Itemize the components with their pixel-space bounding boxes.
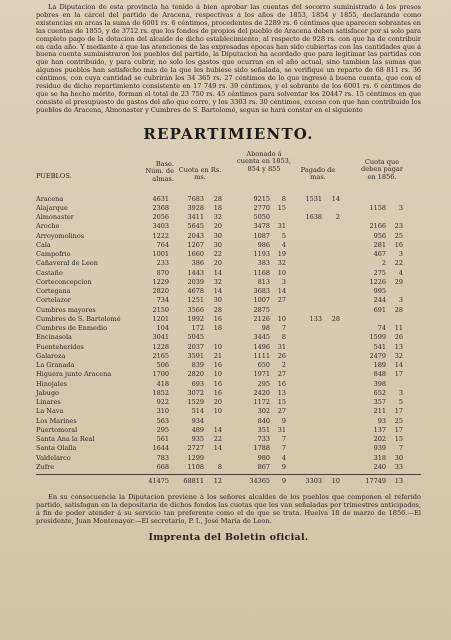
- row-abonado-cents: 15: [277, 203, 286, 212]
- row-almas: 1852: [152, 388, 169, 397]
- table-row: [36, 454, 421, 463]
- row-almas: 2056: [152, 213, 169, 222]
- table-row: [36, 435, 421, 444]
- row-cuota-reales: 2039: [187, 277, 204, 286]
- table-row: [36, 463, 421, 472]
- row-cuota-cents: 22: [213, 250, 222, 259]
- row-cuota-reales: 5045: [187, 333, 204, 342]
- row-deben-cents: 33: [394, 462, 403, 471]
- row-abonado-reales: 1172: [253, 398, 270, 407]
- row-almas: 1201: [152, 314, 169, 323]
- row-abonado-cents: 31: [277, 425, 286, 434]
- row-abonado-cents: 13: [277, 388, 286, 397]
- row-abonado-reales: 3683: [253, 287, 270, 296]
- row-almas: 4631: [152, 194, 169, 203]
- row-name: Castaño: [36, 268, 63, 277]
- row-cuota-reales: 1251: [187, 296, 204, 305]
- row-abonado-reales: 733: [257, 435, 270, 444]
- row-cuota-reales: 3072: [187, 388, 204, 397]
- header-base-label: Base.: [155, 159, 174, 168]
- row-cuota-reales: 386: [191, 259, 204, 268]
- table-row: [36, 398, 421, 407]
- row-name: Alajarque: [36, 203, 68, 212]
- row-deben-cents: 28: [394, 305, 403, 314]
- row-cuota-reales: 2043: [187, 231, 204, 240]
- row-deben-cents: 7: [398, 444, 403, 453]
- row-cuota-cents: 28: [213, 305, 222, 314]
- row-cuota-cents: 30: [213, 296, 222, 305]
- row-abonado-reales: 98: [261, 324, 270, 333]
- row-cuota-reales: 3566: [187, 305, 204, 314]
- row-cuota-cents: 32: [213, 277, 222, 286]
- row-almas: 1222: [152, 231, 169, 240]
- table-row: [36, 232, 421, 241]
- row-deben-reales: 939: [373, 444, 386, 453]
- table-row: [36, 213, 421, 222]
- table-row: [36, 343, 421, 352]
- row-cuota-reales: 2820: [187, 370, 204, 379]
- row-cuota-reales: 1443: [187, 268, 204, 277]
- row-name: Linares: [36, 398, 61, 407]
- row-cuota-cents: 30: [213, 231, 222, 240]
- row-cuota-reales: 1267: [187, 240, 204, 249]
- row-deben-reales: 1226: [369, 277, 386, 286]
- row-cuota-cents: 10: [213, 342, 222, 351]
- row-name: Almonaster: [36, 213, 74, 222]
- table-row: [36, 361, 421, 370]
- row-pagado-reales: 133: [309, 314, 322, 323]
- row-name: Cañaveral de Leon: [36, 259, 98, 268]
- row-cuota-cents: 20: [213, 259, 222, 268]
- row-cuota-cents: 16: [213, 379, 222, 388]
- row-abonado-reales: 3478: [253, 222, 270, 231]
- row-name: Zufre: [36, 462, 55, 471]
- row-cuota-reales: 3411: [187, 213, 204, 222]
- row-abonado-cents: 7: [281, 435, 286, 444]
- row-name: Cortegana: [36, 287, 71, 296]
- row-cuota-cents: 16: [213, 388, 222, 397]
- header-cuota-pagar: Cuota que deben pagar en 1856.: [360, 157, 404, 181]
- row-almas: 310: [156, 407, 169, 416]
- row-cuota-reales: 514: [191, 407, 204, 416]
- row-almas: 668: [156, 462, 169, 471]
- row-deben-reales: 1599: [369, 333, 386, 342]
- total-deben-reales: 17749: [365, 477, 386, 486]
- row-name: La Granada: [36, 361, 75, 370]
- total-deben-cents: 13: [394, 477, 403, 486]
- row-name: Santa Olalla: [36, 444, 77, 453]
- row-deben-reales: 2: [381, 259, 386, 268]
- row-name: Fuenteheridos: [36, 342, 84, 351]
- row-almas: 563: [156, 416, 169, 425]
- row-almas: 2150: [152, 305, 169, 314]
- row-deben-cents: 17: [394, 407, 403, 416]
- row-deben-reales: 467: [373, 250, 386, 259]
- row-almas: 1644: [152, 444, 169, 453]
- row-name: Santa Ana la Real: [36, 435, 95, 444]
- row-abonado-cents: 15: [277, 398, 286, 407]
- row-deben-reales: 2166: [369, 222, 386, 231]
- row-abonado-reales: 2420: [253, 388, 270, 397]
- row-deben-reales: 281: [373, 240, 386, 249]
- row-abonado-cents: 8: [281, 333, 286, 342]
- row-name: Aroche: [36, 222, 60, 231]
- row-abonado-reales: 1788: [253, 444, 270, 453]
- row-almas: 295: [156, 425, 169, 434]
- table-row: [36, 333, 421, 342]
- row-cuota-cents: 18: [213, 324, 222, 333]
- row-abonado-reales: 5050: [253, 213, 270, 222]
- row-abonado-cents: 27: [277, 296, 286, 305]
- row-abonado-reales: 2770: [253, 203, 270, 212]
- total-abonado-reales: 34365: [249, 477, 270, 486]
- row-cuota-reales: 693: [191, 379, 204, 388]
- row-deben-reales: 211: [373, 407, 386, 416]
- row-cuota-cents: 8: [217, 462, 222, 471]
- row-abonado-cents: 31: [277, 342, 286, 351]
- total-almas: 41475: [148, 477, 169, 486]
- row-cuota-reales: 3591: [187, 351, 204, 360]
- row-abonado-reales: 351: [257, 425, 270, 434]
- row-abonado-reales: 3445: [253, 333, 270, 342]
- row-name: Cortelazor: [36, 296, 71, 305]
- row-abonado-reales: 1496: [253, 342, 270, 351]
- row-almas: 3041: [152, 333, 169, 342]
- row-cuota-reales: 5645: [187, 222, 204, 231]
- row-deben-reales: 357: [373, 398, 386, 407]
- row-pagado-reales: 1638: [305, 213, 322, 222]
- row-abonado-cents: 3: [281, 277, 286, 286]
- row-deben-cents: 25: [394, 231, 403, 240]
- total-abonado-cents: 9: [281, 477, 286, 486]
- row-deben-cents: 13: [394, 342, 403, 351]
- row-abonado-reales: 1111: [253, 351, 270, 360]
- row-abonado-reales: 1007: [253, 296, 270, 305]
- row-pagado-cents: 14: [331, 194, 340, 203]
- row-deben-reales: 137: [373, 425, 386, 434]
- row-deben-cents: 30: [394, 453, 403, 462]
- row-almas: 2820: [152, 287, 169, 296]
- row-almas: 1228: [152, 342, 169, 351]
- table-row: [36, 287, 421, 296]
- row-deben-cents: 14: [394, 361, 403, 370]
- row-deben-cents: 32: [394, 351, 403, 360]
- row-deben-cents: 16: [394, 240, 403, 249]
- row-name: Los Marines: [36, 416, 77, 425]
- row-abonado-reales: 1971: [253, 370, 270, 379]
- row-name: Campofrio: [36, 250, 71, 259]
- row-cuota-cents: 16: [213, 361, 222, 370]
- row-cuota-reales: 934: [191, 416, 204, 425]
- totals-row: [36, 476, 421, 486]
- row-abonado-reales: 980: [257, 453, 270, 462]
- row-deben-reales: 995: [373, 287, 386, 296]
- row-abonado-cents: 10: [277, 314, 286, 323]
- total-pagado-reales: 3303: [305, 477, 322, 486]
- intro-paragraph: La Diputacion de esta provincia ha tenido á bien aprobar las cuentas del socorro suministrado á los presos pobres en la cárcel del partido de Aracena, respectivas á los años de 1853, 1854 y 1855, declarando como existencias en arcas la suma de 6001 rs. 6 céntimos, procedentes de 2289 rs. 6 céntimos que aparecen sobrantes en las cuentas de 1855, y de 3712 rs. que los fondos de propios del pueblo de Aracena deben satisfacer por si solo para completo pago de la dotacion del alcaide de dicho establecimiento, al respecto de 928 rs. con que ha de contribuir en cada año. Y mediante á que las atenciones de las expresadas épocas han sido cubiertas con las cantidades que á buena cuenta suministraron los pueblos del partido, la Diputacion ha acordado que para legitimar las partidas con que han contribuido, y para cubrir, no solo los gastos que ocurran en el año actual, sino tambien las sumas que algunos pueblos han satisfecho mas de la que les hubiese sido señalada, se verifique un reparto de 68 811 rs. 36 céntimos, con cuya cantidad se cubrirán los 34 365 rs. 27 céntimos de lo que ingresó á buena cuenta, que con el residuo de dicho repartimiento consistente en 17 749 rs. 39 céntimos, y el sobrante de los 6001 rs. 6 céntimos de que se ha hecho mérito, forman el total de 23 750 rs. 45 céntimos para solventar los 20447 rs. 15 céntimos en que consiste el presupuesto de gastos del año que corre, y los 3303 rs. 30 céntimos, exceso con que han contribuido los pueblos de Aracena, Almonaster y Cumbres de S. Bartolomé, segun se hará constar en el siguiente: [36, 3, 421, 114]
- row-deben-reales: 275: [373, 268, 386, 277]
- row-abonado-cents: 4: [281, 453, 286, 462]
- row-pagado-reales: 1531: [305, 194, 322, 203]
- row-cuota-cents: 20: [213, 222, 222, 231]
- row-abonado-reales: 650: [257, 361, 270, 370]
- row-almas: 922: [156, 398, 169, 407]
- row-name: Cala: [36, 240, 51, 249]
- row-deben-reales: 93: [377, 416, 386, 425]
- row-almas: 734: [156, 296, 169, 305]
- row-deben-cents: 26: [394, 333, 403, 342]
- row-cuota-reales: 1992: [187, 314, 204, 323]
- row-cuota-reales: 4678: [187, 287, 204, 296]
- row-almas: 104: [156, 324, 169, 333]
- row-cuota-reales: 1660: [187, 250, 204, 259]
- row-deben-cents: 3: [398, 250, 403, 259]
- row-deben-cents: 3: [398, 203, 403, 212]
- row-cuota-reales: 1529: [187, 398, 204, 407]
- table-row: [36, 407, 421, 416]
- row-almas: 783: [156, 453, 169, 462]
- row-abonado-cents: 32: [277, 259, 286, 268]
- table-row: [36, 389, 421, 398]
- table-row: [36, 380, 421, 389]
- table-row: [36, 315, 421, 324]
- row-name: Cumbres de S. Bartolomé: [36, 314, 121, 323]
- row-deben-cents: 25: [394, 416, 403, 425]
- row-abonado-cents: 4: [281, 240, 286, 249]
- imprint: Imprenta del Boletin oficial.: [148, 531, 309, 543]
- row-cuota-reales: 935: [191, 435, 204, 444]
- table-row: [36, 250, 421, 259]
- row-almas: 233: [156, 259, 169, 268]
- header-base: [140, 161, 174, 184]
- row-name: Jabugo: [36, 388, 59, 397]
- row-cuota-cents: 14: [213, 268, 222, 277]
- row-almas: 418: [156, 379, 169, 388]
- row-abonado-reales: 2126: [253, 314, 270, 323]
- row-almas: 1001: [152, 250, 169, 259]
- row-cuota-reales: 2037: [187, 342, 204, 351]
- row-name: Arroyomolinos: [36, 231, 85, 240]
- row-almas: 870: [156, 268, 169, 277]
- row-cuota-cents: 14: [213, 425, 222, 434]
- row-name: Encinasola: [36, 333, 72, 342]
- row-abonado-cents: 26: [277, 351, 286, 360]
- header-abonado: Abonado á cuenta en 1853, 854 y 855: [237, 149, 291, 173]
- row-abonado-cents: 2: [281, 361, 286, 370]
- table-row: [36, 426, 421, 435]
- row-abonado-cents: 10: [277, 268, 286, 277]
- row-abonado-cents: 14: [277, 287, 286, 296]
- row-deben-reales: 244: [373, 296, 386, 305]
- row-name: La Nava: [36, 407, 64, 416]
- row-abonado-cents: 27: [277, 407, 286, 416]
- row-cuota-reales: 489: [191, 425, 204, 434]
- row-name: Puertomoral: [36, 425, 78, 434]
- row-cuota-reales: 1108: [187, 462, 204, 471]
- row-almas: 1229: [152, 277, 169, 286]
- row-almas: 561: [156, 435, 169, 444]
- header-cuota: Cuota en Rs. ms.: [178, 165, 222, 182]
- row-deben-cents: 17: [394, 425, 403, 434]
- row-deben-cents: 4: [398, 268, 403, 277]
- table-row: [36, 370, 421, 379]
- row-deben-cents: 3: [398, 296, 403, 305]
- row-cuota-cents: 14: [213, 287, 222, 296]
- row-almas: 3403: [152, 222, 169, 231]
- totals-rule: [36, 474, 421, 475]
- row-deben-reales: 652: [373, 388, 386, 397]
- row-abonado-cents: 7: [281, 444, 286, 453]
- total-cuota-reales: 68811: [183, 477, 204, 486]
- row-abonado-cents: 31: [277, 222, 286, 231]
- row-abonado-reales: 1087: [253, 231, 270, 240]
- row-cuota-cents: 18: [213, 203, 222, 212]
- row-name: Galaroza: [36, 351, 66, 360]
- footer-paragraph: En su consecuencia la Diputacion previene á los señores alcaldes de los pueblos que componen el referido partido, satisfagan en la depositaria de dichos fondos las cuotas que les van señaladas por trimestres anticipados, á fin de poder atender á su servicio tan preferente como el de que se trata. Huelva 18 de marzo de 1856.—El presidente, Juan Montenayor.—El secretario, P. I., José María de Leon.: [36, 493, 421, 525]
- row-cuota-cents: 32: [213, 213, 222, 222]
- row-name: Corteconcepcion: [36, 277, 92, 286]
- row-abonado-reales: 813: [257, 277, 270, 286]
- row-deben-reales: 398: [373, 379, 386, 388]
- row-cuota-cents: 10: [213, 407, 222, 416]
- total-pagado-cents: 10: [331, 477, 340, 486]
- table-row: [36, 195, 421, 204]
- row-abonado-reales: 2875: [253, 305, 270, 314]
- table-row: [36, 204, 421, 213]
- row-abonado-reales: 986: [257, 240, 270, 249]
- row-deben-cents: 17: [394, 370, 403, 379]
- table-row: [36, 241, 421, 250]
- table-row: [36, 278, 421, 287]
- row-deben-reales: 1158: [369, 203, 386, 212]
- row-almas: 506: [156, 361, 169, 370]
- row-deben-reales: 848: [373, 370, 386, 379]
- table-row: [36, 222, 421, 231]
- row-cuota-cents: 14: [213, 444, 222, 453]
- row-deben-reales: 74: [377, 324, 386, 333]
- row-deben-cents: 5: [398, 398, 403, 407]
- row-cuota-reales: 2727: [187, 444, 204, 453]
- row-almas: 764: [156, 240, 169, 249]
- table-title: REPARTIMIENTO.: [143, 124, 314, 143]
- row-cuota-cents: 10: [213, 370, 222, 379]
- row-name: Cumbres de Enmedio: [36, 324, 108, 333]
- row-almas: 2165: [152, 351, 169, 360]
- row-abonado-cents: 7: [281, 324, 286, 333]
- row-abonado-cents: 19: [277, 250, 286, 259]
- row-abonado-reales: 840: [257, 416, 270, 425]
- row-abonado-cents: 9: [281, 462, 286, 471]
- row-abonado-reales: 9215: [253, 194, 270, 203]
- table-row: [36, 444, 421, 453]
- row-deben-cents: 11: [394, 324, 403, 333]
- table-row: [36, 306, 421, 315]
- row-abonado-cents: 8: [281, 194, 286, 203]
- row-cuota-reales: 7683: [187, 194, 204, 203]
- row-name: Aracena: [36, 194, 64, 203]
- row-abonado-reales: 1193: [253, 250, 270, 259]
- row-deben-reales: 956: [373, 231, 386, 240]
- row-abonado-reales: 867: [257, 462, 270, 471]
- row-cuota-cents: 30: [213, 240, 222, 249]
- row-deben-reales: 240: [373, 462, 386, 471]
- header-pagado: Pagado de mas.: [300, 165, 336, 182]
- row-deben-reales: 318: [373, 453, 386, 462]
- total-cuota-cents: 12: [213, 477, 222, 486]
- row-cuota-reales: 3928: [187, 203, 204, 212]
- row-deben-cents: 23: [394, 222, 403, 231]
- row-deben-cents: 29: [394, 277, 403, 286]
- table-row: [36, 352, 421, 361]
- row-cuota-cents: 16: [213, 314, 222, 323]
- row-deben-reales: 541: [373, 342, 386, 351]
- row-abonado-cents: 5: [281, 231, 286, 240]
- row-pagado-cents: 2: [335, 213, 340, 222]
- header-pueblos: PUEBLOS.: [36, 171, 72, 180]
- row-deben-cents: 22: [394, 259, 403, 268]
- row-almas: 2368: [152, 203, 169, 212]
- header-num-almas: Núm. de almas.: [145, 167, 174, 183]
- row-cuota-cents: 21: [213, 351, 222, 360]
- row-name: Cumbres mayores: [36, 305, 96, 314]
- table-row: [36, 259, 421, 268]
- row-pagado-cents: 28: [331, 314, 340, 323]
- row-deben-reales: 189: [373, 361, 386, 370]
- row-name: Hinojales: [36, 379, 67, 388]
- row-abonado-cents: 9: [281, 416, 286, 425]
- row-abonado-reales: 302: [257, 407, 270, 416]
- row-deben-reales: 691: [373, 305, 386, 314]
- row-cuota-reales: 172: [191, 324, 204, 333]
- table-row: [36, 417, 421, 426]
- row-name: Valdelarco: [36, 453, 71, 462]
- table-row: [36, 296, 421, 305]
- row-abonado-cents: 16: [277, 379, 286, 388]
- row-deben-cents: 15: [394, 435, 403, 444]
- row-abonado-reales: 383: [257, 259, 270, 268]
- row-cuota-cents: 22: [213, 435, 222, 444]
- table-row: [36, 324, 421, 333]
- row-abonado-reales: 1168: [253, 268, 270, 277]
- row-cuota-reales: 839: [191, 361, 204, 370]
- table-body: [36, 195, 421, 473]
- table-row: [36, 269, 421, 278]
- row-deben-reales: 2479: [369, 351, 386, 360]
- row-abonado-cents: 27: [277, 370, 286, 379]
- row-cuota-cents: 28: [213, 194, 222, 203]
- row-almas: 1700: [152, 370, 169, 379]
- row-cuota-reales: 1299: [187, 453, 204, 462]
- table-header: [36, 147, 421, 195]
- row-deben-cents: 3: [398, 388, 403, 397]
- row-cuota-cents: 20: [213, 398, 222, 407]
- row-deben-reales: 202: [373, 435, 386, 444]
- row-abonado-reales: 295: [257, 379, 270, 388]
- row-name: Higuera junto Aracena: [36, 370, 112, 379]
